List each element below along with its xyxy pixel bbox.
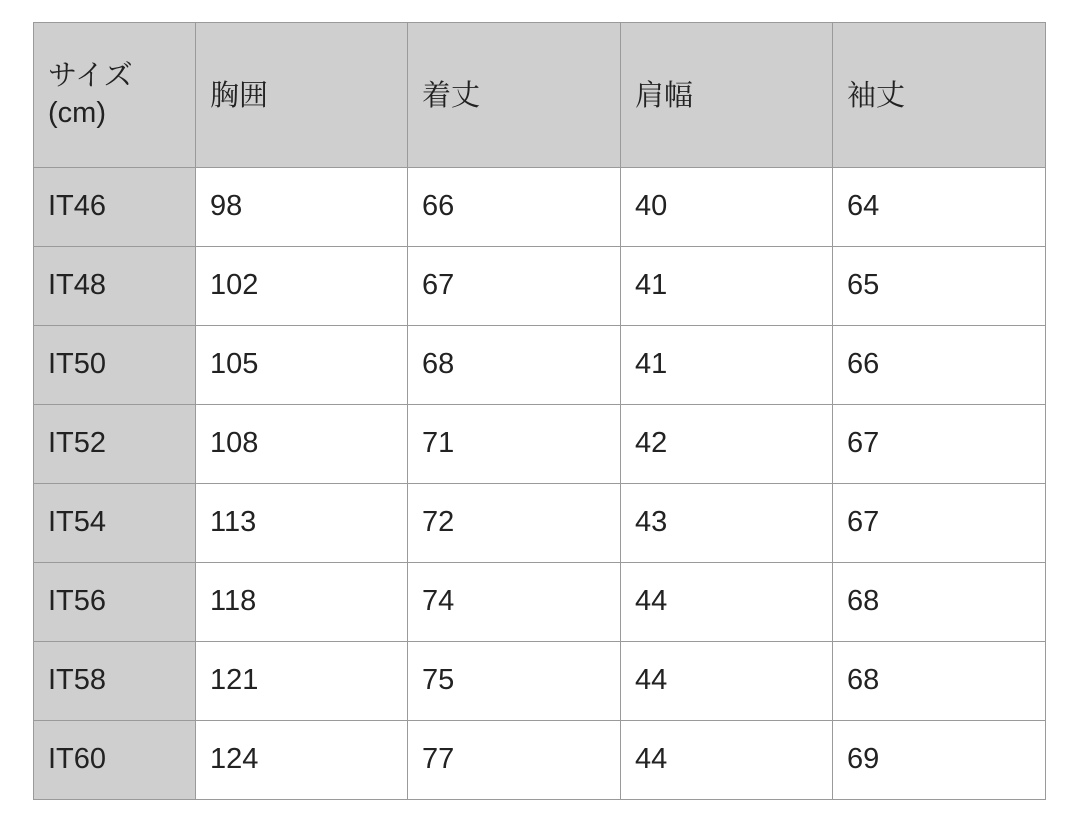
cell-shoulder: 40 <box>621 168 833 247</box>
table-header <box>34 23 1046 168</box>
cell-length: 71 <box>408 405 621 484</box>
row-header-size: IT58 <box>34 642 196 721</box>
cell-chest: 124 <box>196 721 408 800</box>
cell-length: 75 <box>408 642 621 721</box>
column-header-chest: 胸囲 <box>196 23 408 168</box>
row-header-size: IT60 <box>34 721 196 800</box>
column-header-size <box>34 23 196 168</box>
column-header-sleeve: 袖丈 <box>833 23 1046 168</box>
cell-sleeve: 67 <box>833 405 1046 484</box>
column-header-shoulder: 肩幅 <box>621 23 833 168</box>
table-row <box>34 642 1046 721</box>
cell-shoulder: 41 <box>621 247 833 326</box>
cell-length: 67 <box>408 247 621 326</box>
cell-sleeve: 68 <box>833 642 1046 721</box>
cell-chest: 98 <box>196 168 408 247</box>
cell-chest: 105 <box>196 326 408 405</box>
cell-sleeve: 68 <box>833 563 1046 642</box>
table-row <box>34 247 1046 326</box>
row-header-size: IT54 <box>34 484 196 563</box>
cell-shoulder: 44 <box>621 563 833 642</box>
table-row <box>34 168 1046 247</box>
column-header-size-line2: (cm) <box>48 97 106 129</box>
table-row <box>34 484 1046 563</box>
cell-shoulder: 42 <box>621 405 833 484</box>
table-header-row <box>34 23 1046 168</box>
cell-length: 66 <box>408 168 621 247</box>
cell-sleeve: 65 <box>833 247 1046 326</box>
size-chart-table <box>33 22 1046 800</box>
cell-shoulder: 43 <box>621 484 833 563</box>
cell-sleeve: 64 <box>833 168 1046 247</box>
table-body <box>34 168 1046 800</box>
table-row <box>34 721 1046 800</box>
table-row <box>34 563 1046 642</box>
column-header-length: 着丈 <box>408 23 621 168</box>
cell-length: 74 <box>408 563 621 642</box>
cell-sleeve: 69 <box>833 721 1046 800</box>
column-header-size-line1: サイズ <box>48 59 133 92</box>
cell-chest: 102 <box>196 247 408 326</box>
cell-length: 77 <box>408 721 621 800</box>
cell-chest: 108 <box>196 405 408 484</box>
cell-sleeve: 67 <box>833 484 1046 563</box>
table-row <box>34 326 1046 405</box>
cell-chest: 118 <box>196 563 408 642</box>
cell-shoulder: 41 <box>621 326 833 405</box>
row-header-size: IT56 <box>34 563 196 642</box>
table-row <box>34 405 1046 484</box>
size-chart-container <box>33 22 1045 800</box>
row-header-size: IT52 <box>34 405 196 484</box>
cell-shoulder: 44 <box>621 721 833 800</box>
cell-length: 68 <box>408 326 621 405</box>
row-header-size: IT50 <box>34 326 196 405</box>
row-header-size: IT46 <box>34 168 196 247</box>
cell-chest: 113 <box>196 484 408 563</box>
cell-length: 72 <box>408 484 621 563</box>
cell-shoulder: 44 <box>621 642 833 721</box>
row-header-size: IT48 <box>34 247 196 326</box>
cell-chest: 121 <box>196 642 408 721</box>
cell-sleeve: 66 <box>833 326 1046 405</box>
